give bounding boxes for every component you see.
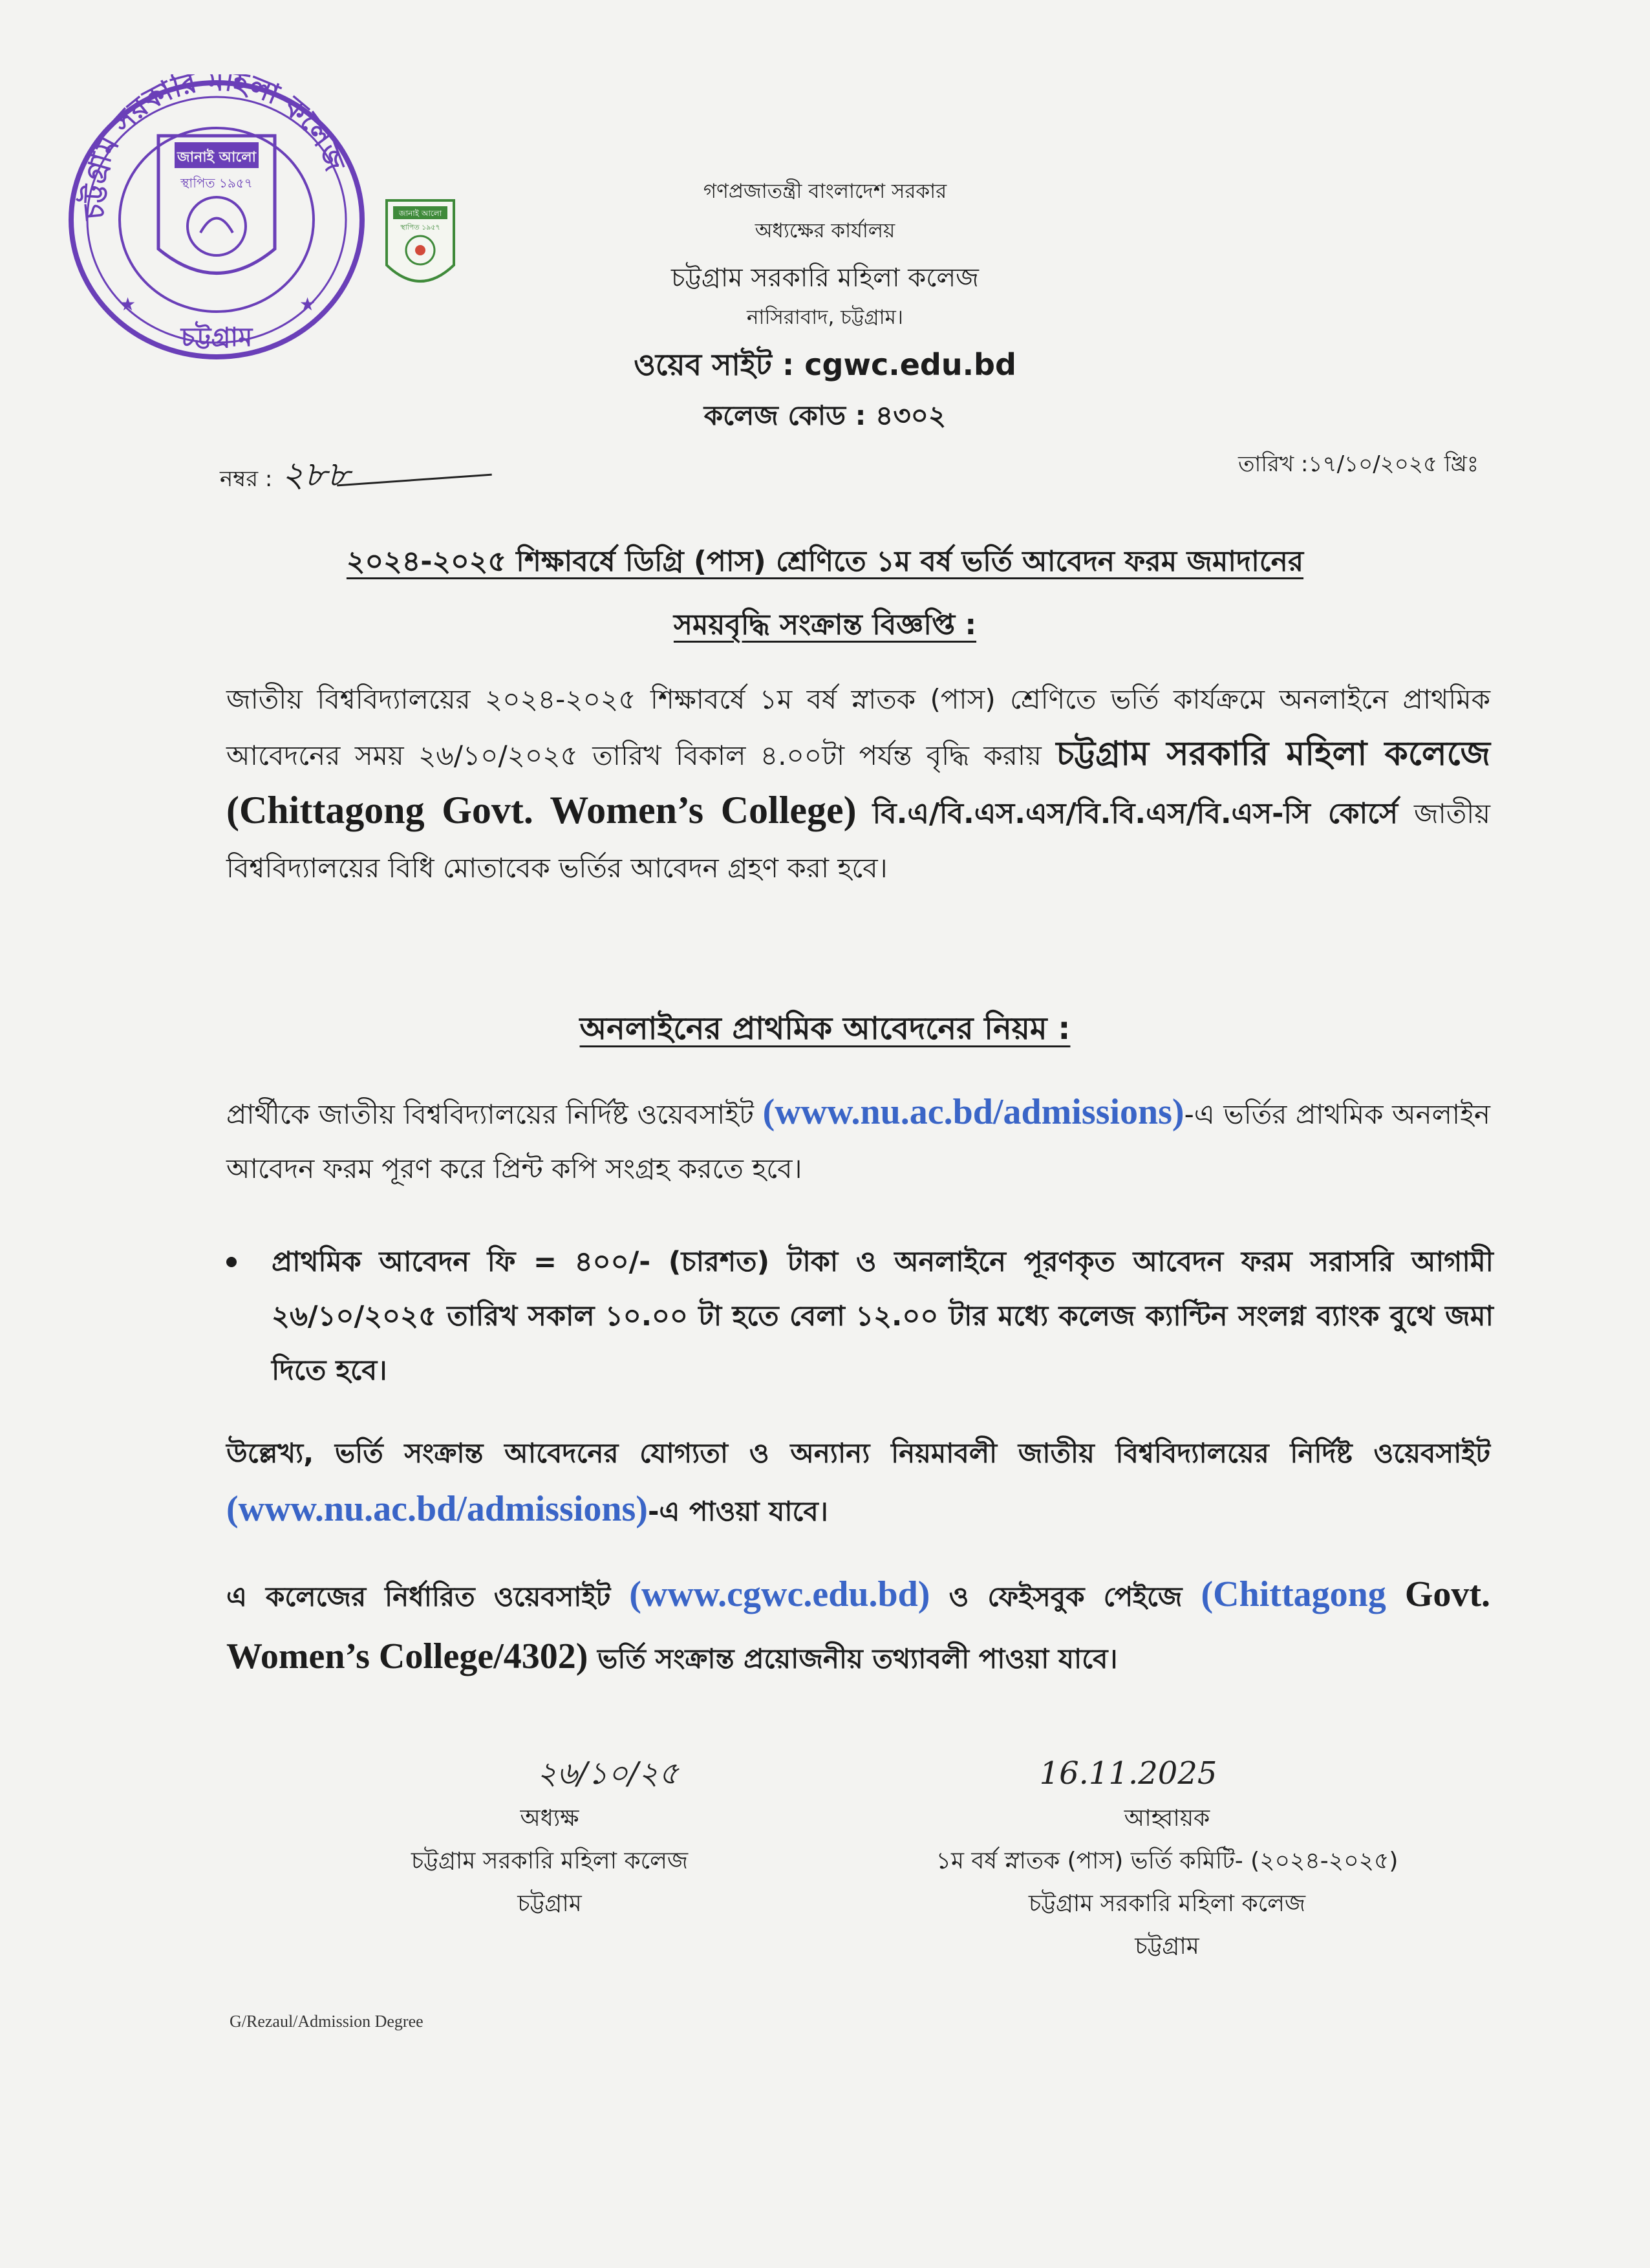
- government-line: গণপ্রজাতন্ত্রী বাংলাদেশ সরকার: [703, 180, 947, 203]
- course-list: বি.এ/বি.এস.এস/বি.বি.এস/বি.এস-সি কোর্সে: [872, 797, 1398, 830]
- convener-title: আহ্বায়ক: [1124, 1805, 1210, 1832]
- memo-number: [220, 447, 492, 506]
- svg-text:★: ★: [299, 294, 316, 315]
- principal-signature-block: [323, 1755, 776, 1925]
- principal-city: চট্টগ্রাম: [517, 1890, 582, 1917]
- notice-title-line-2: সময়বৃদ্ধি সংক্রান্ত বিজ্ঞপ্তি :: [673, 608, 977, 641]
- fee-bullet: [226, 1235, 1494, 1398]
- svg-text:স্থাপিত ১৯৫৭: স্থাপিত ১৯৫৭: [400, 223, 440, 231]
- notice-title: [194, 530, 1456, 657]
- principal-title: অধ্যক্ষ: [520, 1805, 579, 1832]
- file-reference: G/Rezaul/Admission Degree: [230, 2012, 423, 2031]
- college-name-en: (Chittagong Govt. Women’s College): [226, 789, 857, 831]
- college-website[interactable]: ওয়েব সাইট : cgwc.edu.bd: [634, 347, 1016, 382]
- college-address: নাসিরাবাদ, চট্টগ্রাম।: [747, 306, 903, 329]
- notice-paragraph-4: এ কলেজের নির্ধারিত ওয়েবসাইট (www.cgwc.edu.bd) ও ফেইসবুক পেইজে (Chittagong Govt. Women’s College/4302) ভর্তি সংক্রান্ত প্রয়োজনীয় তথ্যাবলী পাওয়া যাবে।: [226, 1574, 1491, 1676]
- notice-title-line-1: ২০২৪-২০২৫ শিক্ষাবর্ষে ডিগ্রি (পাস) শ্রেণিতে ১ম বর্ষ ভর্তি আবেদন ফরম জমাদানের: [346, 545, 1304, 578]
- convener-signature-block: [860, 1755, 1474, 1968]
- svg-text:★: ★: [120, 294, 136, 315]
- memo-underline-stroke: [337, 474, 492, 487]
- college-name: চট্টগ্রাম সরকারি মহিলা কলেজ: [671, 263, 979, 293]
- convener-committee: ১ম বর্ষ স্নাতক (পাস) ভর্তি কমিটি- (২০২৪-২০২৫): [936, 1848, 1398, 1874]
- convener-signature: 16.11.2025: [1039, 1755, 1217, 1792]
- svg-text:জানাই আলো: জানাই আলো: [177, 149, 256, 166]
- bullet-dot-icon: [226, 1257, 237, 1267]
- memo-date: তারিখ :১৭/১০/২০২৫ খ্রিঃ: [1238, 451, 1479, 477]
- facebook-page-link[interactable]: (Chittagong: [1201, 1574, 1386, 1614]
- svg-text:জানাই আলো: জানাই আলো: [398, 209, 442, 218]
- college-website-link[interactable]: (www.cgwc.edu.bd): [629, 1574, 930, 1614]
- nu-admission-link-2[interactable]: (www.nu.ac.bd/admissions): [226, 1489, 648, 1529]
- nu-admission-link[interactable]: (www.nu.ac.bd/admissions): [762, 1092, 1184, 1132]
- rules-heading: অনলাইনের প্রাথমিক আবেদনের নিয়ম :: [579, 1011, 1071, 1047]
- college-name-bn: চট্টগ্রাম সরকারি মহিলা কলেজে: [1056, 734, 1490, 773]
- svg-text:চট্টগ্রাম: চট্টগ্রাম: [180, 323, 253, 352]
- office-line: অধ্যক্ষের কার্যালয়: [755, 219, 895, 242]
- notice-paragraph-1: জাতীয় বিশ্ববিদ্যালয়ের ২০২৪-২০২৫ শিক্ষাবর্ষে ১ম বর্ষ স্নাতক (পাস) শ্রেণিতে ভর্তি কার্যক্রমে অনলাইনে প্রাথমিক আবেদনের সময় ২৬/১০/২০২৫ তারিখ বিকাল ৪.০০টা পর্যন্ত বৃদ্ধি করায় চট্টগ্রাম সরকারি মহিলা কলেজে (Chittagong Govt. Women’s College) বি.এ/বি.এস.এস/বি.বি.এস/বি.এস-সি কোর্সে জাতীয় বিশ্ববিদ্যালয়ের বিধি মোতাবেক ভর্তির আবেদন গ্রহণ করা হবে।: [226, 683, 1490, 884]
- svg-text:স্থাপিত ১৯৫৭: স্থাপিত ১৯৫৭: [180, 175, 253, 191]
- memo-number-label: নম্বর :: [220, 466, 273, 492]
- convener-city: চট্টগ্রাম: [1135, 1933, 1199, 1960]
- fee-bullet-text: প্রাথমিক আবেদন ফি = ৪০০/- (চারশত) টাকা ও অনলাইনে পূরণকৃত আবেদন ফরম সরাসরি আগামী ২৬/১০/২০২৫ তারিখ সকাল ১০.০০ টা হতে বেলা ১২.০০ টার মধ্যে কলেজ ক্যান্টিন সংলগ্ন ব্যাংক বুথে জমা দিতে হবে।: [272, 1246, 1494, 1387]
- facebook-page-name: Govt. Women’s College/4302): [226, 1574, 1491, 1676]
- college-code: কলেজ কোড : ৪৩০২: [703, 400, 947, 431]
- memo-number-handwritten: ২৮৮: [281, 454, 350, 495]
- notice-paragraph-3: উল্লেখ্য, ভর্তি সংক্রান্ত আবেদনের যোগ্যতা ও অন্যান্য নিয়মাবলী জাতীয় বিশ্ববিদ্যালয়ের নির্দিষ্ট ওয়েবসাইট (www.nu.ac.bd/admissions)-এ পাওয়া যাবে।: [226, 1437, 1490, 1529]
- principal-signature: ২৬/১০/২৫: [537, 1755, 679, 1792]
- svg-text:চট্টগ্রাম সরকারি মহিলা কলেজ: চট্টগ্রাম সরকারি মহিলা কলেজ: [77, 74, 351, 221]
- notice-paragraph-2: প্রার্থীকে জাতীয় বিশ্ববিদ্যালয়ের নির্দিষ্ট ওয়েবসাইট (www.nu.ac.bd/admissions)-এ ভর্তির প্রাথমিক অনলাইন আবেদন ফরম পূরণ করে প্রিন্ট কপি সংগ্রহ করতে হবে।: [226, 1092, 1490, 1184]
- principal-org: চট্টগ্রাম সরকারি মহিলা কলেজ: [411, 1848, 689, 1874]
- convener-org: চট্টগ্রাম সরকারি মহিলা কলেজ: [1028, 1890, 1306, 1917]
